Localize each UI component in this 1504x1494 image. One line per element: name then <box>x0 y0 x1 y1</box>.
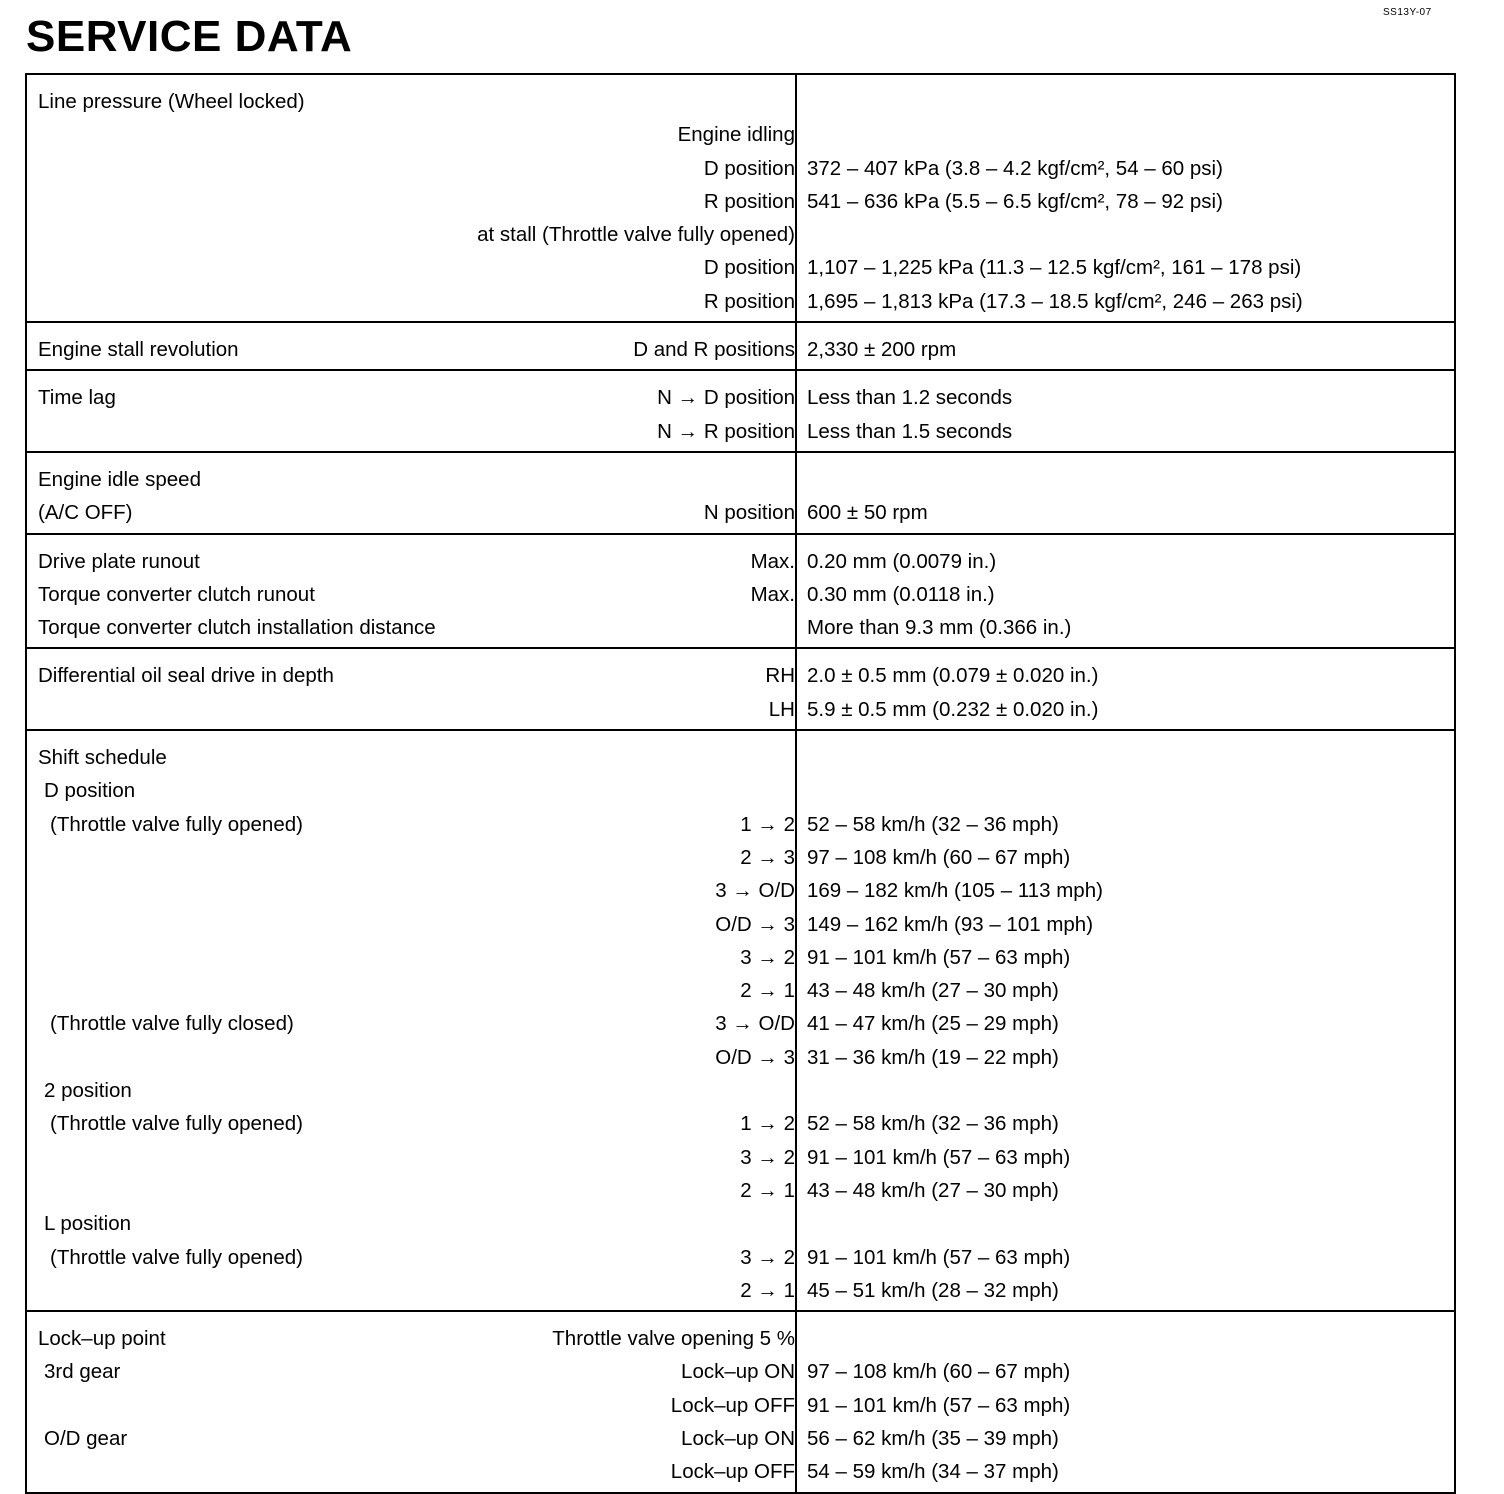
table-row <box>27 941 1454 974</box>
condition-label: 2 → 3 <box>740 845 795 869</box>
value-cell: 31 – 36 km/h (19 – 22 mph) <box>807 1045 1059 1069</box>
label-cell <box>27 381 795 414</box>
item-label: Shift schedule <box>38 746 167 770</box>
item-label: Time lag <box>38 386 116 410</box>
label-cell <box>27 152 795 185</box>
label-cell <box>27 1007 795 1040</box>
condition-label: 3 → 2 <box>740 945 795 969</box>
item-label: (A/C OFF) <box>38 501 133 525</box>
item-label: Engine idle speed <box>38 467 201 491</box>
table-row <box>27 693 1454 726</box>
table-row <box>27 1174 1454 1207</box>
value-cell <box>795 463 807 496</box>
table-row <box>27 741 1454 774</box>
value-cell: 149 – 162 km/h (93 – 101 mph) <box>807 912 1094 936</box>
condition-label: 3 → O/D <box>715 879 795 903</box>
table-row <box>27 545 1454 578</box>
label-cell <box>27 974 795 1007</box>
item-label: Differential oil seal drive in depth <box>38 664 334 688</box>
table-row <box>27 659 1454 692</box>
table-row <box>27 1274 1454 1307</box>
value-cell: 45 – 51 km/h (28 – 32 mph) <box>807 1278 1059 1302</box>
label-cell <box>27 251 795 284</box>
table-row <box>27 1455 1454 1488</box>
table-row <box>27 463 1454 496</box>
item-label: Engine stall revolution <box>38 338 239 362</box>
service-data-table <box>25 73 1456 1494</box>
label-cell <box>27 659 795 692</box>
condition-label: Lock–up OFF <box>670 1393 795 1417</box>
value-cell: 91 – 101 km/h (57 – 63 mph) <box>807 1145 1071 1169</box>
condition-label: 3 → 2 <box>740 1245 795 1269</box>
condition-label: D position <box>703 256 795 280</box>
table-row <box>27 1141 1454 1174</box>
item-label: Line pressure (Wheel locked) <box>38 90 305 113</box>
value-cell: Less than 1.5 seconds <box>807 419 1013 443</box>
table-row <box>27 118 1454 151</box>
condition-label: LH <box>768 697 795 721</box>
condition-label: O/D → 3 <box>715 1045 795 1069</box>
label-cell <box>27 1074 795 1107</box>
table-row <box>27 333 1454 366</box>
value-cell: 0.20 mm (0.0079 in.) <box>807 549 997 573</box>
label-cell <box>27 941 795 974</box>
condition-label <box>131 1207 795 1240</box>
value-cell: 600 ± 50 rpm <box>807 501 928 525</box>
label-cell <box>27 118 795 151</box>
table-row <box>27 908 1454 941</box>
value-cell <box>795 774 807 807</box>
table-section <box>27 647 1454 729</box>
label-cell <box>27 1422 795 1455</box>
label-cell <box>27 333 795 366</box>
label-cell <box>27 1322 795 1355</box>
condition-label: 3 → O/D <box>715 1012 795 1036</box>
value-cell: More than 9.3 mm (0.366 in.) <box>807 616 1072 640</box>
label-cell <box>27 874 795 907</box>
table-row <box>27 1007 1454 1040</box>
table-row <box>27 774 1454 807</box>
value-cell <box>795 1207 807 1240</box>
item-label: Torque converter clutch runout <box>38 582 315 606</box>
value-cell: 54 – 59 km/h (34 – 37 mph) <box>807 1460 1059 1484</box>
table-section <box>27 533 1454 648</box>
label-cell <box>27 1207 795 1240</box>
item-label: L position <box>44 1212 131 1236</box>
label-cell <box>27 841 795 874</box>
condition-label: 1 → 2 <box>740 1112 795 1136</box>
value-cell: 91 – 101 km/h (57 – 63 mph) <box>807 1245 1071 1269</box>
condition-label: N → R position <box>657 419 795 443</box>
condition-label: Lock–up ON <box>681 1426 795 1450</box>
condition-label: Max. <box>750 549 795 573</box>
condition-label <box>201 463 795 496</box>
value-cell: 372 – 407 kPa (3.8 – 4.2 kgf/cm², 54 – 60 psi) <box>807 156 1223 180</box>
table-row <box>27 808 1454 841</box>
table-section <box>27 729 1454 1310</box>
table-row <box>27 578 1454 611</box>
item-label: Drive plate runout <box>38 549 200 573</box>
label-cell <box>27 1274 795 1307</box>
condition-label: R position <box>703 189 795 213</box>
label-cell <box>27 578 795 611</box>
condition-label: RH <box>765 664 795 688</box>
table-row <box>27 974 1454 1007</box>
condition-label: at stall (Throttle valve fully opened) <box>477 223 795 247</box>
value-cell: 2.0 ± 0.5 mm (0.079 ± 0.020 in.) <box>807 664 1099 688</box>
value-cell: 541 – 636 kPa (5.5 – 6.5 kgf/cm², 78 – 92 psi) <box>807 189 1223 213</box>
table-section <box>27 75 1454 321</box>
label-cell <box>27 285 795 318</box>
table-row <box>27 496 1454 529</box>
label-cell <box>27 908 795 941</box>
condition-label <box>305 85 795 118</box>
table-section <box>27 1310 1454 1491</box>
item-label: 3rd gear <box>44 1360 121 1384</box>
condition-label: 3 → 2 <box>740 1145 795 1169</box>
value-cell: 43 – 48 km/h (27 – 30 mph) <box>807 979 1059 1003</box>
item-label: 2 position <box>44 1079 132 1103</box>
table-row <box>27 1389 1454 1422</box>
label-cell <box>27 463 795 496</box>
label-cell <box>27 1041 795 1074</box>
value-cell: 52 – 58 km/h (32 – 36 mph) <box>807 1112 1059 1136</box>
value-cell: 1,107 – 1,225 kPa (11.3 – 12.5 kgf/cm², 161 – 178 psi) <box>807 256 1302 280</box>
value-cell: 91 – 101 km/h (57 – 63 mph) <box>807 945 1071 969</box>
condition-label: D and R positions <box>633 338 795 362</box>
label-cell <box>27 545 795 578</box>
value-cell: 97 – 108 km/h (60 – 67 mph) <box>807 845 1071 869</box>
item-label: O/D gear <box>44 1426 128 1450</box>
label-cell <box>27 611 795 644</box>
condition-label: 2 → 1 <box>740 979 795 1003</box>
table-row <box>27 1041 1454 1074</box>
condition-label: 2 → 1 <box>740 1178 795 1202</box>
label-cell <box>27 774 795 807</box>
label-cell <box>27 808 795 841</box>
label-cell <box>27 1455 795 1488</box>
table-row <box>27 1355 1454 1388</box>
condition-label <box>436 611 795 644</box>
value-cell: 0.30 mm (0.0118 in.) <box>807 582 995 606</box>
label-cell <box>27 741 795 774</box>
condition-label <box>167 741 795 774</box>
value-cell: 97 – 108 km/h (60 – 67 mph) <box>807 1360 1071 1384</box>
label-cell <box>27 85 795 118</box>
value-cell <box>795 1322 807 1355</box>
table-row <box>27 1074 1454 1107</box>
condition-label: D position <box>703 156 795 180</box>
value-cell: 5.9 ± 0.5 mm (0.232 ± 0.020 in.) <box>807 697 1099 721</box>
table-row <box>27 874 1454 907</box>
condition-label: Engine idling <box>677 123 795 147</box>
value-cell <box>795 218 807 251</box>
table-row <box>27 1422 1454 1455</box>
table-row <box>27 218 1454 251</box>
table-row <box>27 1207 1454 1240</box>
condition-label: O/D → 3 <box>715 912 795 936</box>
condition-label: N → D position <box>657 386 795 410</box>
table-section <box>27 321 1454 369</box>
table-row <box>27 381 1454 414</box>
value-cell: 2,330 ± 200 rpm <box>807 338 957 362</box>
value-cell: 1,695 – 1,813 kPa (17.3 – 18.5 kgf/cm², 246 – 263 psi) <box>807 289 1303 313</box>
table-row <box>27 841 1454 874</box>
table-section <box>27 451 1454 533</box>
condition-label: Lock–up ON <box>681 1360 795 1384</box>
value-cell: 91 – 101 km/h (57 – 63 mph) <box>807 1393 1071 1417</box>
label-cell <box>27 415 795 448</box>
table-row <box>27 1322 1454 1355</box>
condition-label: N position <box>703 501 795 525</box>
condition-label <box>132 1074 795 1107</box>
label-cell <box>27 1141 795 1174</box>
value-cell <box>795 85 807 118</box>
item-label: Torque converter clutch installation distance <box>38 616 436 640</box>
table-row <box>27 251 1454 284</box>
page-title: SERVICE DATA <box>26 12 353 61</box>
item-label: (Throttle valve fully closed) <box>50 1012 294 1036</box>
value-cell <box>795 741 807 774</box>
item-label: (Throttle valve fully opened) <box>50 812 303 836</box>
value-cell: 41 – 47 km/h (25 – 29 mph) <box>807 1012 1059 1036</box>
value-cell: Less than 1.2 seconds <box>807 386 1013 410</box>
value-cell: 56 – 62 km/h (35 – 39 mph) <box>807 1426 1059 1450</box>
label-cell <box>27 1241 795 1274</box>
item-label: (Throttle valve fully opened) <box>50 1245 303 1269</box>
label-cell <box>27 1389 795 1422</box>
table-row <box>27 1107 1454 1140</box>
condition-label: 1 → 2 <box>740 812 795 836</box>
label-cell <box>27 1174 795 1207</box>
condition-label: R position <box>703 289 795 313</box>
label-cell <box>27 1107 795 1140</box>
label-cell <box>27 185 795 218</box>
condition-label: Max. <box>750 582 795 606</box>
label-cell <box>27 218 795 251</box>
value-cell <box>795 1074 807 1107</box>
value-cell: 43 – 48 km/h (27 – 30 mph) <box>807 1178 1059 1202</box>
table-row <box>27 152 1454 185</box>
table-section <box>27 369 1454 451</box>
table-row <box>27 85 1454 118</box>
table-row <box>27 415 1454 448</box>
item-label: (Throttle valve fully opened) <box>50 1112 303 1136</box>
value-cell: 52 – 58 km/h (32 – 36 mph) <box>807 812 1059 836</box>
label-cell <box>27 496 795 529</box>
label-cell <box>27 693 795 726</box>
condition-label: Throttle valve opening 5 % <box>552 1327 795 1351</box>
document-code: SS13Y-07 <box>1383 7 1432 18</box>
value-cell <box>795 118 807 151</box>
item-label: D position <box>44 779 136 803</box>
condition-label: 2 → 1 <box>740 1278 795 1302</box>
table-row <box>27 185 1454 218</box>
table-row <box>27 1241 1454 1274</box>
condition-label <box>135 774 795 807</box>
item-label: Lock–up point <box>38 1327 166 1351</box>
label-cell <box>27 1355 795 1388</box>
condition-label: Lock–up OFF <box>670 1460 795 1484</box>
table-row <box>27 285 1454 318</box>
value-cell: 169 – 182 km/h (105 – 113 mph) <box>807 879 1103 903</box>
table-row <box>27 611 1454 644</box>
